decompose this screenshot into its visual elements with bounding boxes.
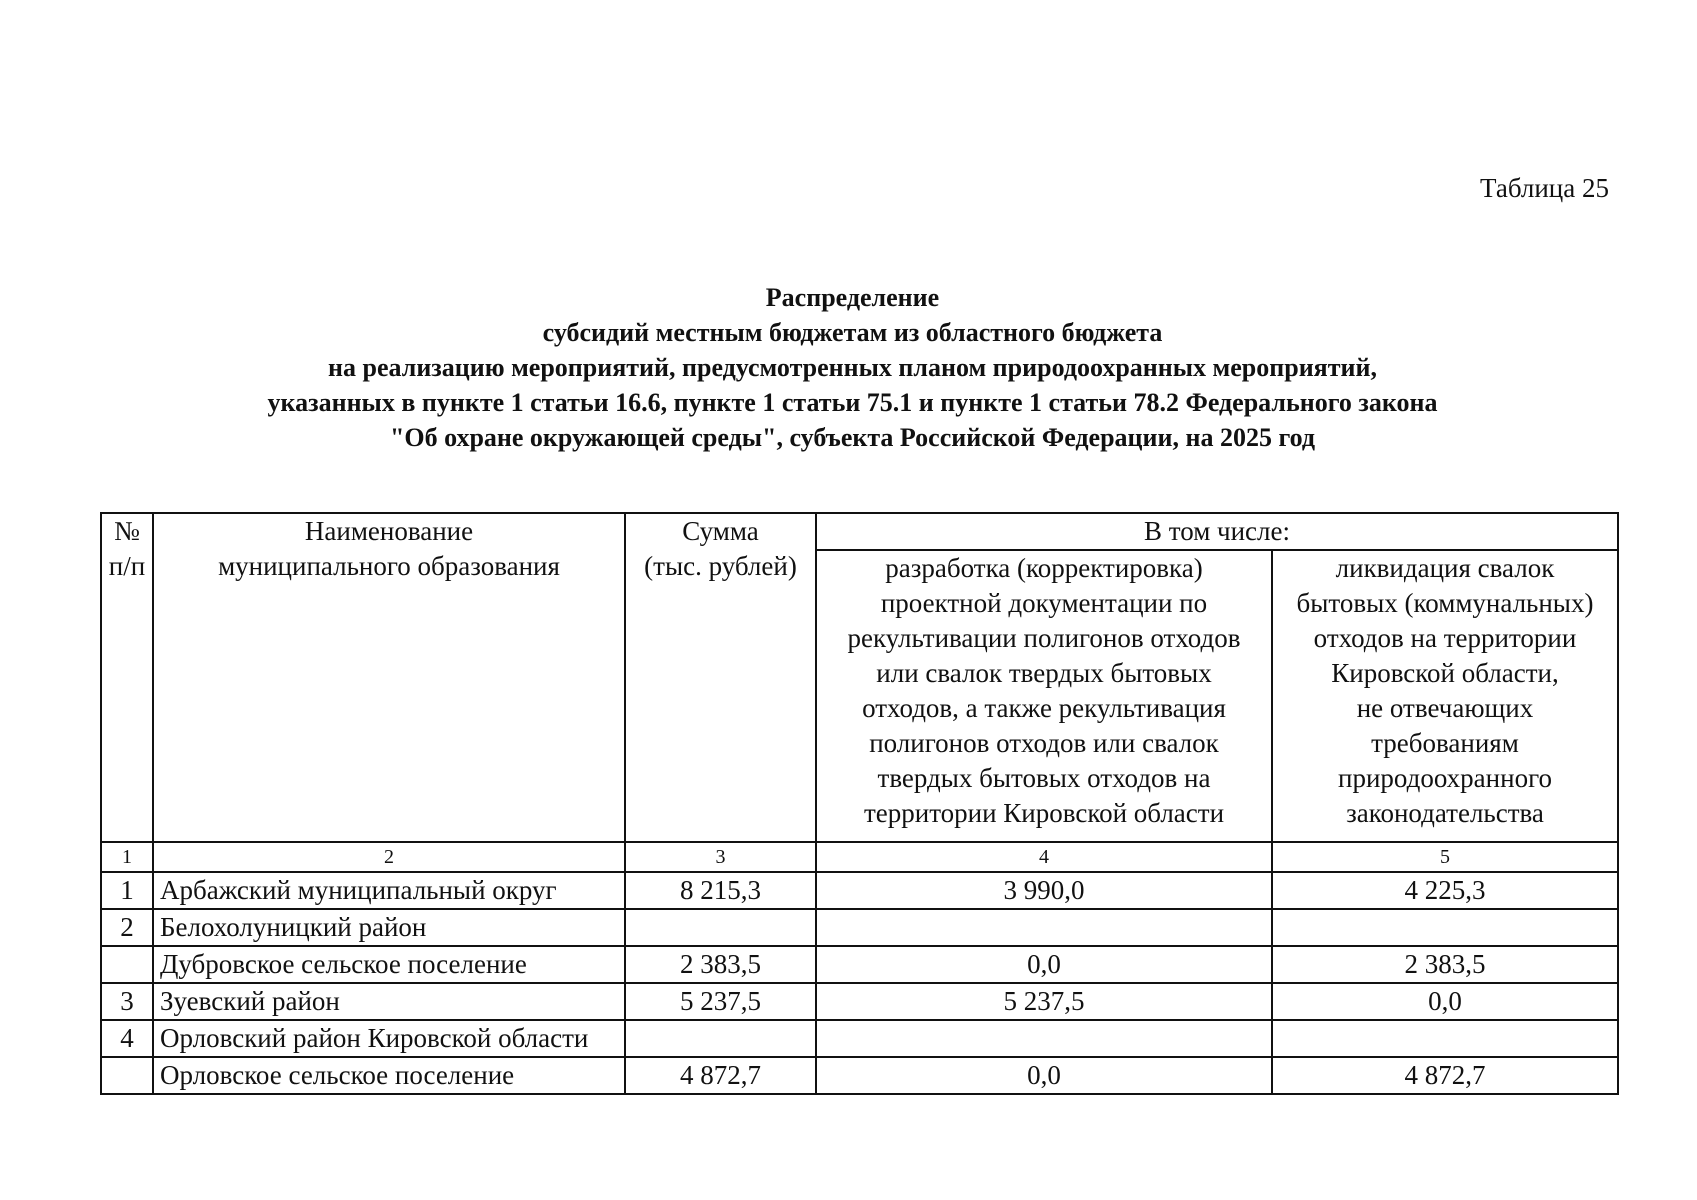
document-title: [90, 280, 1615, 455]
header-col4-line: или свалок твердых бытовых: [876, 658, 1212, 688]
column-index-row: [101, 842, 1618, 872]
header-number-line1: №: [114, 516, 140, 546]
title-line: Распределение: [765, 283, 940, 312]
municipality-name: Арбажский муниципальный округ: [153, 872, 625, 909]
header-col5-line: бытовых (коммунальных): [1296, 588, 1594, 618]
header-number-line2: п/п: [108, 551, 146, 581]
header-dump-liquidation: [1272, 550, 1618, 842]
header-municipality-name: [153, 513, 625, 842]
title-line: субсидий местным бюджетам из областного бюджета: [542, 318, 1163, 347]
header-name-line2: муниципального образования: [218, 551, 560, 581]
row-number: [101, 1057, 153, 1094]
sum-value: [625, 909, 816, 946]
header-col4-line: разработка (корректировка): [885, 553, 1203, 583]
row-number: 3: [101, 983, 153, 1020]
row-number: 4: [101, 1020, 153, 1057]
reclamation-value: 3 990,0: [816, 872, 1272, 909]
title-line: "Об охране окружающей среды", субъекта Российской Федерации, на 2025 год: [389, 423, 1316, 452]
dump-liquidation-value: [1272, 909, 1618, 946]
header-number: [101, 513, 153, 842]
title-line: на реализацию мероприятий, предусмотренных планом природоохранных мероприятий,: [328, 353, 1377, 382]
column-index: 2: [153, 842, 625, 872]
table-number: Таблица 25: [1480, 173, 1609, 203]
header-reclamation-design: [816, 550, 1272, 842]
table-row: [101, 909, 1618, 946]
table-row: [101, 1020, 1618, 1057]
column-index: 3: [625, 842, 816, 872]
sum-value: 5 237,5: [625, 983, 816, 1020]
header-col4-line: твердых бытовых отходов на: [877, 763, 1211, 793]
reclamation-value: 0,0: [816, 1057, 1272, 1094]
header-col5-line: ликвидация свалок: [1335, 553, 1555, 583]
reclamation-value: [816, 1020, 1272, 1057]
header-sum: [625, 513, 816, 842]
column-index: 5: [1272, 842, 1618, 872]
dump-liquidation-value: 2 383,5: [1272, 946, 1618, 983]
sum-value: 4 872,7: [625, 1057, 816, 1094]
dump-liquidation-value: 4 872,7: [1272, 1057, 1618, 1094]
header-sum-line1: Сумма: [682, 516, 759, 546]
table-row: [101, 983, 1618, 1020]
header-col5-line: законодательства: [1346, 798, 1544, 828]
header-col4-line: полигонов отходов или свалок: [869, 728, 1219, 758]
dump-liquidation-value: 0,0: [1272, 983, 1618, 1020]
municipality-name: Орловское сельское поселение: [153, 1057, 625, 1094]
header-col5-line: отходов на территории: [1313, 623, 1577, 653]
header-col5-line: требованиям: [1371, 728, 1519, 758]
column-index: 4: [816, 842, 1272, 872]
row-number: [101, 946, 153, 983]
header-sum-line2: (тыс. рублей): [644, 551, 797, 581]
sum-value: 2 383,5: [625, 946, 816, 983]
column-index: 1: [101, 842, 153, 872]
reclamation-value: 5 237,5: [816, 983, 1272, 1020]
subsidy-distribution-table: [100, 512, 1619, 1095]
header-col5-line: не отвечающих: [1356, 693, 1534, 723]
reclamation-value: 0,0: [816, 946, 1272, 983]
dump-liquidation-value: [1272, 1020, 1618, 1057]
header-including: В том числе:: [816, 513, 1618, 550]
table-row: [101, 946, 1618, 983]
municipality-name: Белохолуницкий район: [153, 909, 625, 946]
header-col4-line: проектной документации по: [880, 588, 1208, 618]
title-line: указанных в пункте 1 статьи 16.6, пункте 1 статьи 75.1 и пункте 1 статьи 78.2 Федерального закона: [267, 388, 1438, 417]
reclamation-value: [816, 909, 1272, 946]
header-name-line1: Наименование: [304, 516, 474, 546]
dump-liquidation-value: 4 225,3: [1272, 872, 1618, 909]
header-col5-line: природоохранного: [1338, 763, 1552, 793]
header-col4-line: отходов, а также рекультивация: [862, 693, 1226, 723]
sum-value: 8 215,3: [625, 872, 816, 909]
sum-value: [625, 1020, 816, 1057]
row-number: 2: [101, 909, 153, 946]
row-number: 1: [101, 872, 153, 909]
header-col5-line: Кировской области,: [1331, 658, 1559, 688]
municipality-name: Зуевский район: [153, 983, 625, 1020]
table-row: [101, 872, 1618, 909]
municipality-name: Орловский район Кировской области: [153, 1020, 625, 1057]
header-col4-line: рекультивации полигонов отходов: [847, 623, 1241, 653]
header-col4-line: территории Кировской области: [863, 798, 1225, 828]
table-row: [101, 1057, 1618, 1094]
municipality-name: Дубровское сельское поселение: [153, 946, 625, 983]
